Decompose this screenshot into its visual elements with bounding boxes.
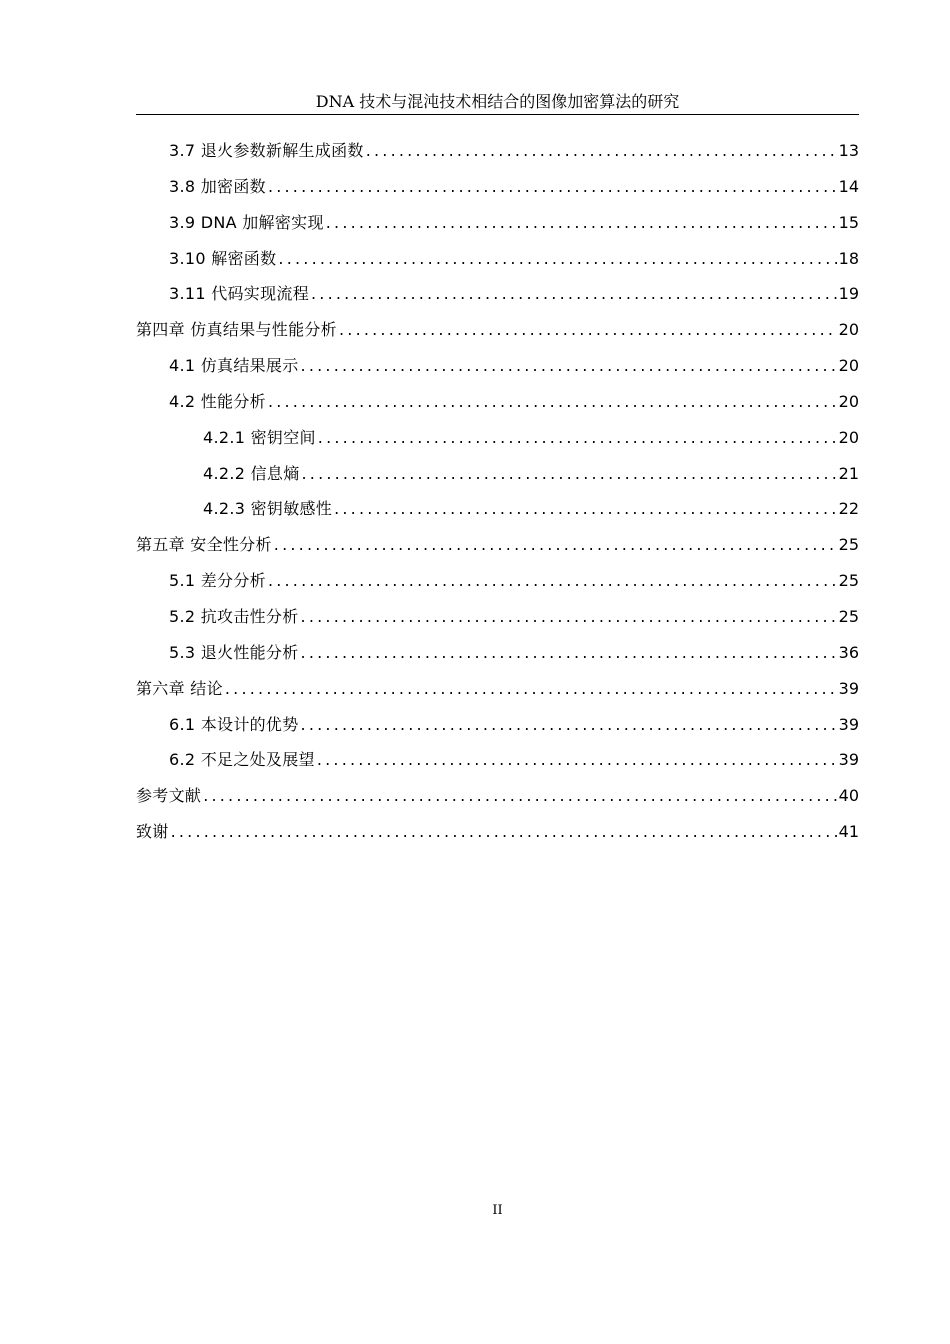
toc-entry-title: 3.9 DNA 加解密实现 [169, 212, 324, 232]
toc-entry-page: 13 [838, 141, 859, 160]
toc-entry-title: 参考文献 [136, 786, 202, 806]
toc-entry[interactable] [136, 276, 859, 312]
toc-entry-page: 21 [838, 463, 859, 483]
toc-dot-leader [171, 814, 837, 850]
toc-dot-leader [326, 205, 837, 241]
toc-dot-leader [278, 241, 836, 277]
toc-entry-title: 3.10 解密函数 [169, 248, 277, 268]
toc-entry[interactable] [136, 133, 859, 169]
toc-entry-page: 36 [838, 642, 859, 662]
toc-entry-page: 40 [838, 786, 859, 806]
toc-entry-title: 4.1 仿真结果展示 [169, 356, 299, 376]
header-divider [136, 114, 859, 115]
toc-entry-title: 3.8 加密函数 [169, 176, 266, 196]
toc-dot-leader [317, 742, 837, 778]
toc-dot-leader [339, 312, 837, 348]
toc-entry[interactable] [136, 169, 859, 205]
toc-entry[interactable] [136, 241, 859, 277]
toc-dot-leader [268, 384, 837, 420]
toc-dot-leader [268, 169, 837, 205]
toc-dot-leader [366, 133, 837, 169]
toc-entry-title: 4.2.1 密钥空间 [203, 427, 316, 447]
toc-entry-page: 19 [838, 284, 859, 304]
toc-dot-leader [301, 599, 837, 635]
toc-entry[interactable] [136, 205, 859, 241]
toc-entry-title: 6.1 本设计的优势 [169, 714, 299, 734]
toc-entry-page: 25 [838, 606, 859, 626]
toc-entry-page: 15 [838, 212, 859, 232]
toc-entry-page: 39 [838, 678, 859, 698]
toc-entry[interactable] [136, 527, 859, 563]
toc-entry-title: 第五章 安全性分析 [136, 535, 272, 555]
toc-entry-title: 5.2 抗攻击性分析 [169, 606, 299, 626]
toc-entry-title: 3.7 退火参数新解生成函数 [169, 141, 364, 160]
toc-entry[interactable] [136, 599, 859, 635]
toc-dot-leader [203, 778, 836, 814]
toc-entry-page: 25 [838, 571, 859, 591]
toc-entry-page: 39 [838, 714, 859, 734]
table-of-contents [136, 133, 859, 850]
toc-entry[interactable] [136, 778, 859, 814]
toc-entry[interactable] [136, 563, 859, 599]
toc-entry-title: 3.11 代码实现流程 [169, 284, 310, 304]
toc-entry[interactable] [136, 491, 859, 527]
toc-dot-leader [311, 276, 837, 312]
toc-entry-title: 致谢 [136, 822, 169, 842]
toc-entry-title: 第六章 结论 [136, 678, 223, 698]
toc-entry-title: 4.2.3 密钥敏感性 [203, 499, 333, 519]
toc-dot-leader [274, 527, 837, 563]
toc-entry[interactable] [136, 707, 859, 743]
toc-entry-page: 25 [838, 535, 859, 555]
toc-entry[interactable] [136, 671, 859, 707]
toc-entry[interactable] [136, 456, 859, 492]
toc-entry-page: 22 [838, 499, 859, 519]
toc-entry[interactable] [136, 384, 859, 420]
toc-entry-page: 20 [838, 391, 859, 411]
toc-entry-page: 18 [838, 248, 859, 268]
toc-dot-leader [225, 671, 837, 707]
toc-entry-page: 20 [838, 356, 859, 376]
toc-dot-leader [301, 635, 837, 671]
toc-entry-title: 5.3 退火性能分析 [169, 642, 299, 662]
toc-entry[interactable] [136, 420, 859, 456]
toc-entry[interactable] [136, 742, 859, 778]
toc-dot-leader [301, 707, 837, 743]
toc-entry-page: 20 [838, 427, 859, 447]
toc-entry-title: 4.2.2 信息熵 [203, 463, 300, 483]
toc-entry-title: 5.1 差分分析 [169, 571, 266, 591]
toc-dot-leader [268, 563, 837, 599]
toc-dot-leader [334, 491, 837, 527]
toc-entry[interactable] [136, 348, 859, 384]
page-number: II [492, 1203, 503, 1218]
toc-entry[interactable] [136, 312, 859, 348]
toc-entry-title: 6.2 不足之处及展望 [169, 750, 315, 770]
toc-entry-page: 20 [838, 320, 859, 340]
toc-dot-leader [318, 420, 837, 456]
toc-entry[interactable] [136, 635, 859, 671]
toc-entry-page: 14 [838, 176, 859, 196]
toc-entry[interactable] [136, 814, 859, 850]
toc-entry-title: 4.2 性能分析 [169, 391, 266, 411]
running-header: DNA 技术与混沌技术相结合的图像加密算法的研究 [315, 92, 680, 111]
toc-dot-leader [302, 456, 837, 492]
toc-entry-page: 39 [838, 750, 859, 770]
toc-dot-leader [301, 348, 837, 384]
toc-entry-title: 第四章 仿真结果与性能分析 [136, 320, 337, 340]
toc-entry-page: 41 [838, 822, 859, 842]
